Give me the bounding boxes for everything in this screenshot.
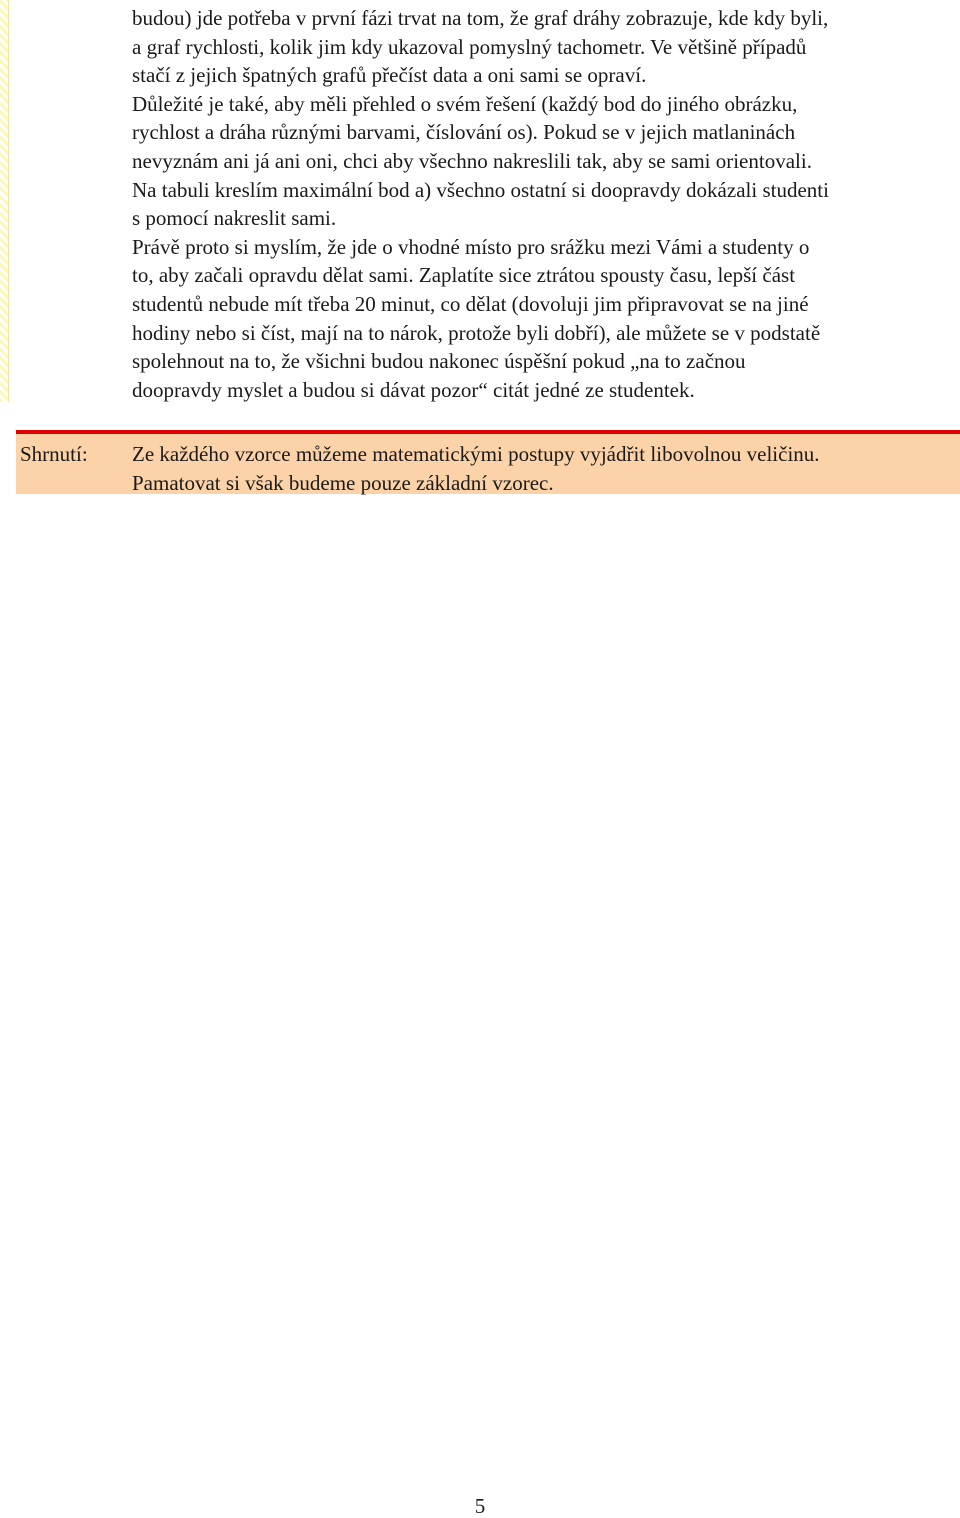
body-line: studentů nebude mít třeba 20 minut, co dělat (dovoluji jim připravovat se na jiné	[132, 291, 809, 316]
body-line: to, aby začali opravdu dělat sami. Zaplatíte sice ztrátou spousty času, lepší část	[132, 263, 796, 288]
page-number: 5	[474, 1494, 486, 1518]
summary-text	[132, 440, 820, 497]
summary-line: Pamatovat si však budeme pouze základní vzorec.	[132, 470, 554, 495]
summary-box	[16, 430, 960, 494]
body-line: rychlost a dráha různými barvami, číslování os). Pokud se v jejich matlaninách	[132, 120, 796, 145]
summary-line: Ze každého vzorce můžeme matematickými postupy vyjádřit libovolnou veličinu.	[132, 442, 820, 466]
body-line: Důležité je také, aby měli přehled o svém řešení (každý bod do jiného obrázku,	[132, 91, 798, 116]
summary-label: Shrnutí:	[20, 442, 88, 466]
body-line: doopravdy myslet a budou si dávat pozor“ citát jedné ze studentek.	[132, 377, 695, 402]
body-line: Na tabuli kreslím maximální bod a) všechno ostatní si doopravdy dokázali studenti	[132, 177, 829, 202]
body-line: budou) jde potřeba v první fázi trvat na tom, že graf dráhy zobrazuje, kde kdy byli,	[132, 6, 829, 30]
body-line: hodiny nebo si číst, mají na to nárok, protože byli dobří), ale můžete se v podstatě	[132, 320, 821, 345]
body-line: s pomocí nakreslit sami.	[132, 206, 337, 231]
body-line: a graf rychlosti, kolik jim kdy ukazoval pomyslný tachometr. Ve většině případů	[132, 34, 807, 59]
body-line: nevyznám ani já ani oni, chci aby všechno nakreslili tak, aby se sami orientovali.	[132, 148, 812, 173]
body-line: spolehnout na to, že všichni budou nakonec úspěšní pokud „na to začnou	[132, 349, 746, 374]
body-line: Právě proto si myslím, že jde o vhodné místo pro srážku mezi Vámi a studenty o	[132, 234, 810, 259]
body-line: stačí z jejich špatných grafů přečíst data a oni sami se opraví.	[132, 63, 647, 88]
margin-decoration	[0, 0, 9, 402]
body-paragraph	[132, 4, 958, 404]
